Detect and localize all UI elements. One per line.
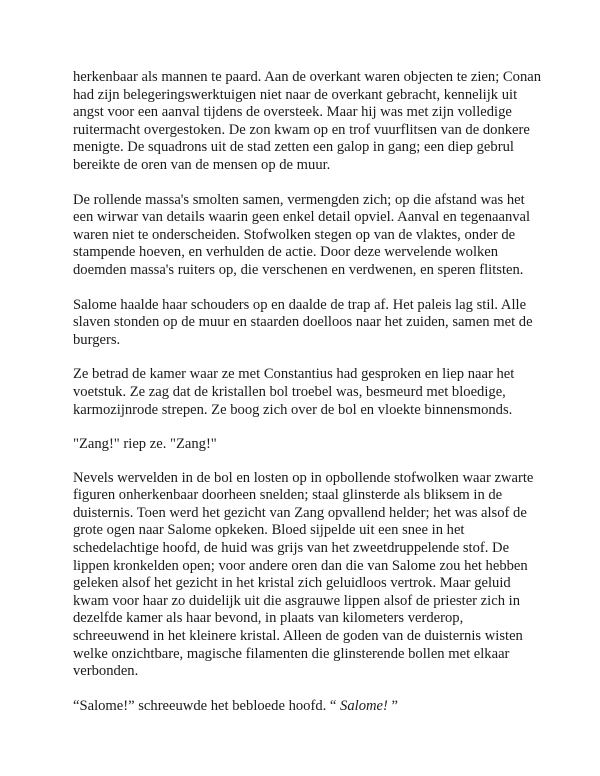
paragraph-tail: ” xyxy=(387,697,399,714)
paragraph: Salome haalde haar schouders op en daalde de trap af. Het paleis lag stil. Alle slaven stonden op de muur en staarden doelloos naar het zuiden, samen met de burgers. xyxy=(73,296,533,348)
paragraph-last xyxy=(73,698,543,716)
paragraph: Nevels wervelden in de bol en losten op in opbollende stofwolken waar zwarte figuren onherkenbaar doorheen snelden; staal glinsterde als bliksem in de duisternis. Toen werd het gezicht van Zang opvallend helder; het was alsof de grote ogen naar Salome opkeken. Bloed sijpelde uit een snee in het schedelachtige hoofd, de huid was grijs van het zweetdruppelende stof. De lippen kronkelden open; voor andere oren dan die van Salome zou het hebben geleken alsof het gezicht in het kristal zich geluidloos vertrok. Maar geluid kwam voor haar zo duidelijk uit die asgrauwe lippen alsof de priester zich in dezelfde kamer als haar bevond, in plaats van kilometers verderop, schreeuwend in het kleinere kristal. Alleen de goden van de duisternis wisten welke onzichtbare, magische filamenten die glinsterende bollen met elkaar verbonden. xyxy=(73,469,534,680)
paragraph-lead: “Salome!” schreeuwde het bebloede hoofd. “ xyxy=(73,697,341,714)
paragraph: "Zang!" riep ze. "Zang!" xyxy=(73,436,217,453)
paragraph: herkenbaar als mannen te paard. Aan de overkant waren objecten te zien; Conan had zijn belegeringswerktuigen niet naar de overkant gebracht, kennelijk uit angst voor een aanval tijdens de oversteek. Maar hij was met zijn volledige ruitermacht overgestoken. De zon kwam op en trof vuurflitsen van de donkere menigte. De squadrons uit de stad zetten een galop in gang; een diep gebrul bereikte de oren van de mensen op de muur. xyxy=(73,69,542,173)
paragraph: De rollende massa's smolten samen, vermengden zich; op die afstand was het een wirwar van details waarin geen enkel detail opviel. Aanval en tegenaanval waren niet te onderscheiden. Stofwolken stegen op van de vlaktes, onder de stampende hoeven, en verhulden de actie. Door deze wervelende wolken doemden massa's ruiters op, die verschenen en verdwenen, en speren flitsten. xyxy=(73,191,531,278)
document-page xyxy=(73,69,543,732)
paragraph-emphasis: Salome! xyxy=(340,697,388,714)
paragraph: Ze betrad de kamer waar ze met Constantius had gesproken en liep naar het voetstuk. Ze zag dat de kristallen bol troebel was, besmeurd met bloedige, karmozijnrode strepen. Ze boog zich over de bol en vloekte binnensmonds. xyxy=(73,366,515,418)
